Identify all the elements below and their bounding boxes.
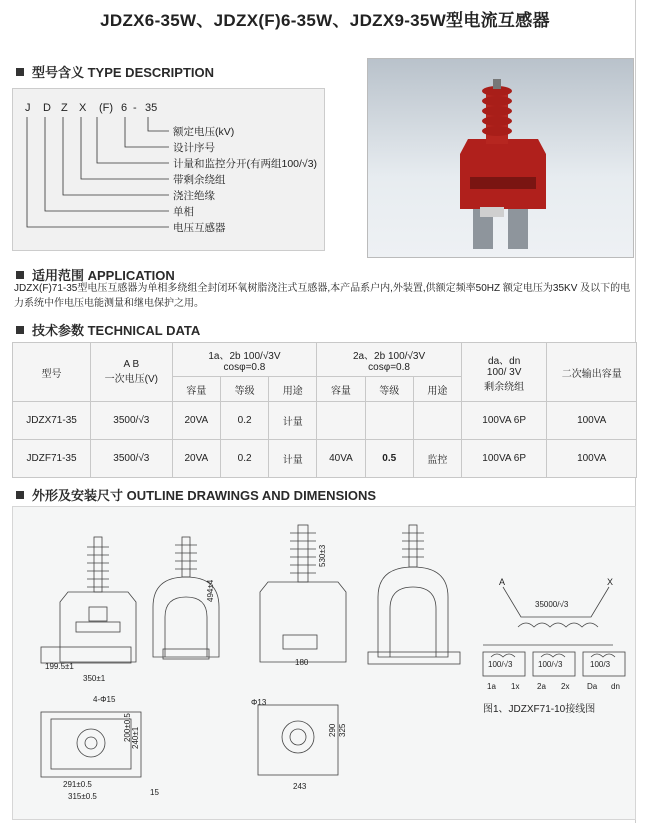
type-code-char: J xyxy=(25,102,31,114)
terminal-label: 1a xyxy=(487,682,496,691)
coil-label: 100/3 xyxy=(590,660,611,669)
dimension-label: 15 xyxy=(150,788,159,797)
type-code-char: Z xyxy=(61,102,68,114)
type-code-diagram xyxy=(13,89,326,252)
dimension-label: 290 xyxy=(328,723,337,737)
th-sub: 等级 xyxy=(365,377,413,402)
section-outline-heading: 外形及安装尺寸 OUTLINE DRAWINGS AND DIMENSIONS xyxy=(16,485,376,504)
type-item-label: 额定电压(kV) xyxy=(173,126,235,138)
type-code-char: 35 xyxy=(145,102,158,114)
th-group2: 2a、2b 100/√3V cosφ=0.8 xyxy=(317,343,462,377)
th-primary: A B 一次电压(V) xyxy=(91,343,173,402)
table-row: JDZF71-35 3500/√3 20VA 0.2 计量 40VA 0.5 监控 100VA 6P 100VA xyxy=(13,440,637,478)
type-item-label: 设计序号 xyxy=(173,142,215,154)
type-code-char: D xyxy=(43,102,51,114)
product-photo xyxy=(367,58,634,258)
outline-drawings-panel xyxy=(12,506,636,820)
page-title: JDZX6-35W、JDZX(F)6-35W、JDZX9-35W型电流互感器 xyxy=(100,11,550,30)
section-application-heading: 适用范围 APPLICATION xyxy=(16,265,175,284)
th-residual: da、dn 100/ 3V 剩余绕组 xyxy=(461,343,547,402)
type-item-label: 浇注绝缘 xyxy=(173,190,215,202)
type-code-char: X xyxy=(79,102,87,114)
terminal-label: 2x xyxy=(561,682,570,691)
terminal-label: 2a xyxy=(537,682,546,691)
type-code-char: (F) xyxy=(99,102,114,114)
dimension-label: 291±0.5 xyxy=(63,780,92,789)
dimension-label: 243 xyxy=(293,782,307,791)
th-model: 型号 xyxy=(13,343,91,402)
bullet-square-icon xyxy=(16,68,24,76)
dimension-label: 494±4 xyxy=(206,579,215,602)
dimension-label: 240±1 xyxy=(131,726,140,749)
type-description-box xyxy=(12,88,325,251)
type-code-char: 6 xyxy=(121,102,128,114)
type-item-label: 带剩余绕组 xyxy=(173,174,226,186)
th-secondary: 二次输出容量 xyxy=(547,343,637,402)
primary-voltage: 35000/√3 xyxy=(535,600,569,609)
type-item-label: 单相 xyxy=(173,206,194,218)
bullet-square-icon xyxy=(16,326,24,334)
coil-label: 100/√3 xyxy=(488,660,513,669)
terminal-label: 1x xyxy=(511,682,520,691)
th-sub: 用途 xyxy=(269,377,317,402)
terminal-label: Da xyxy=(587,682,598,691)
dimension-label: Φ13 xyxy=(251,698,267,707)
terminal-a: A xyxy=(499,577,506,587)
table-row: JDZX71-35 3500/√3 20VA 0.2 计量 100VA 6P 100VA xyxy=(13,402,637,440)
type-item-label: 电压互感器 xyxy=(173,222,226,234)
section-technical-heading: 技术参数 TECHNICAL DATA xyxy=(16,320,200,339)
dimension-label: 4-Φ15 xyxy=(93,695,116,704)
transformer-image xyxy=(368,59,633,257)
dimension-label: 530±3 xyxy=(318,544,327,567)
terminal-label: dn xyxy=(611,682,620,691)
wiring-caption: 图1、JDZXF71-10接线图 xyxy=(483,704,596,715)
dimension-label: 200±0.5 xyxy=(123,713,132,742)
th-group1: 1a、2b 100/√3V cosφ=0.8 xyxy=(172,343,317,377)
th-sub: 容量 xyxy=(317,377,365,402)
bullet-square-icon xyxy=(16,271,24,279)
th-sub: 等级 xyxy=(221,377,269,402)
dimension-label: 325 xyxy=(338,723,347,737)
coil-label: 100/√3 xyxy=(538,660,563,669)
dimension-label: 199.5±1 xyxy=(45,662,74,671)
dimension-label: 315±0.5 xyxy=(68,792,97,801)
th-sub: 用途 xyxy=(413,377,461,402)
bullet-square-icon xyxy=(16,491,24,499)
th-sub: 容量 xyxy=(172,377,220,402)
technical-data-table xyxy=(12,342,637,478)
type-item-label: 计量和监控分开(有两组100/√3) xyxy=(173,158,318,170)
outline-drawings xyxy=(13,507,635,819)
section-type-heading: 型号含义 TYPE DESCRIPTION xyxy=(16,62,214,81)
application-text: JDZX(F)71-35型电压互感器为单相多绕组全封闭环氧树脂浇注式互感器,本产品系户内,外装置,供额定频率50HZ 额定电压为35KV 及以下的电力系统中作电压电能测量和继电保护之用。 xyxy=(14,283,631,309)
dimension-label: 350±1 xyxy=(83,674,106,683)
terminal-x: X xyxy=(607,577,614,587)
dimension-label: 180 xyxy=(295,658,309,667)
type-code-char: - xyxy=(133,102,137,114)
